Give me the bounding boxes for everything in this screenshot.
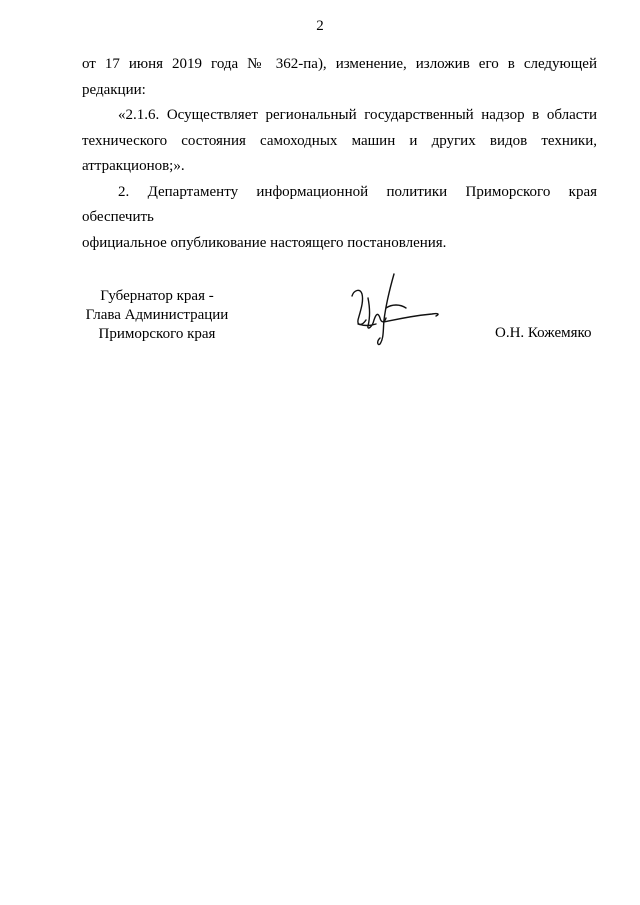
text-line: от 17 июня 2019 года № 362-па), изменение, изложив его в следующей [82,56,597,72]
document-body [82,52,597,256]
text-line: редакции: [82,81,146,98]
text-line: «2.1.6. Осуществляет региональный государственный надзор в области [118,107,597,123]
text-line: 2. Департаменту информационной политики Приморского края обеспечить [82,183,597,225]
signatory-name: О.Н. Кожемяко [495,325,592,341]
signatory-title-line: Губернатор края - [100,288,214,304]
page-number: 2 [316,18,324,34]
text-line: аттракционов;». [82,158,185,174]
signatory-title-line: Глава Администрации [85,307,229,323]
signatory-title [82,287,232,344]
signatory-title-line: Приморского края [98,326,216,342]
paragraph-continuation [82,52,597,103]
paragraph-item-2 [82,180,597,257]
handwritten-signature-icon [340,268,450,348]
paragraph-amendment [82,103,597,180]
text-line: технического состояния самоходных машин и других видов техники, [82,132,597,149]
text-line: официальное опубликование настоящего постановления. [82,234,447,251]
